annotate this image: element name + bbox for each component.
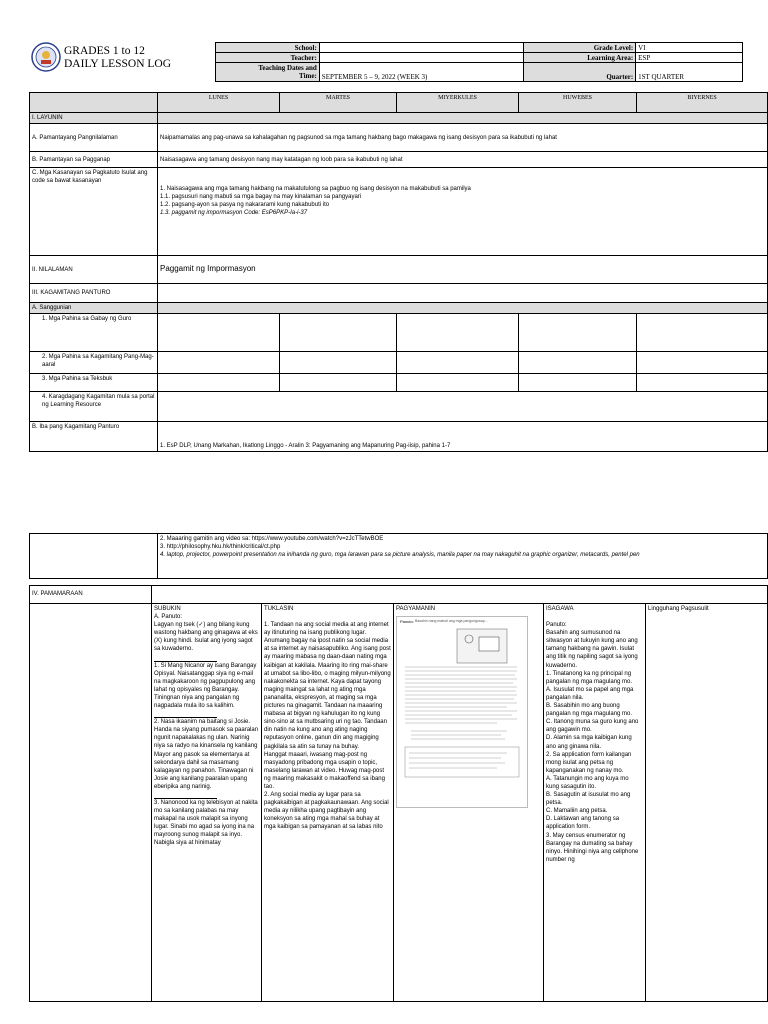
day-friday: BIYERNES bbox=[637, 93, 768, 113]
isagawa-text: A. Isusulat mo sa papel ang mga pangalan nila. bbox=[546, 686, 634, 701]
subukin-item: 1. Si Mang Nicanor ay isang Barangay Opisyal. Naisatanggap siya ng e-mail na magkakaroon ng pagpupulong ang lahat ng opisyales ng Barangay. Tiningnan niya ang pangalan ng nagpadala mula ito sa kalihim. bbox=[154, 662, 257, 710]
layunin-band bbox=[158, 113, 768, 124]
ref-other-label: B. Iba pang Kagamitang Panturo bbox=[30, 422, 158, 452]
ref-guide-thu[interactable] bbox=[519, 314, 637, 352]
school-field[interactable] bbox=[319, 43, 524, 53]
ref-guide-fri[interactable] bbox=[637, 314, 768, 352]
ref-learner-fri[interactable] bbox=[637, 352, 768, 374]
ref-cont-label bbox=[30, 534, 158, 579]
dates-value[interactable]: SEPTEMBER 5 – 9, 2022 (WEEK 3) bbox=[319, 63, 524, 82]
isagawa-text: C. Mamaliin ang petsa. bbox=[546, 808, 608, 815]
tuklasin-text: 1. Tandaan na ang social media at ang internet ay itinuturing na isang publikong lugar. bbox=[264, 622, 389, 637]
procedure-grid bbox=[29, 585, 768, 1002]
competencies-cell bbox=[158, 168, 768, 256]
isagawa-text: 2. Sa application form kailangan mong isulat ang petsa ng kapanganakan ng nanay mo. bbox=[546, 751, 632, 774]
tuklasin-text: Anumang bagay na ipost natin sa social media at sa internet ay naisasapubliko. Ang isang post ay maaring mabasa ng daan-daan nating mga kaibigan at kakilala. Maaring ito ring mai-share at umabot sa libo-libo, o maging milyun-milyong nakakonekta sa internet. Kaya dapat tayong maging maingat sa lahat ng ating mga pananalita, ekspresyon, at maging sa mga pictures na ginagamit. Tandaan na maaaring mabasa at bigyan ng kahulugan ito ng kung sino-sino at sa mutbsaring uri ng tao. Tandaan din natin na kung ano ang ating naging reputasyon online, ganun din ang magiging pagkilala sa atin sa tunay na buhay. bbox=[264, 638, 391, 750]
lesson-grid bbox=[29, 92, 768, 452]
sanggunian-label: A. Sanggunian bbox=[30, 303, 158, 314]
ref-guide-tue[interactable] bbox=[280, 314, 397, 352]
dates-label bbox=[216, 63, 320, 82]
isagawa-text: C. Itanong muna sa guro kung ano ang gagawin mo. bbox=[546, 719, 639, 734]
blank-line bbox=[154, 791, 217, 799]
sanggunian-band bbox=[158, 303, 768, 314]
worksheet-caption: Basahin nang mabuti ang mga pangungusap... bbox=[415, 619, 488, 624]
performance-standard-label: B. Pamantayan sa Pagganap bbox=[30, 152, 158, 168]
tuklasin-title: TUKLASIN bbox=[264, 606, 294, 612]
dates-label-1: Teaching Dates and bbox=[258, 64, 317, 72]
ref-textbook-tue[interactable] bbox=[280, 374, 397, 392]
pagsusulit-title: Lingguhang Pagsusulit bbox=[648, 606, 709, 612]
content-standard-label: A. Pamantayang Pangnilalaman bbox=[30, 124, 158, 152]
isagawa-text: B. Sasabihin mo ang buong pangalan ng mga magulang mo. bbox=[546, 703, 633, 718]
lesson-grid-page2 bbox=[29, 533, 768, 579]
competency-line: 1.2. pagsang-ayon sa pasya ng nakararami kung nakabubuti ito bbox=[160, 202, 330, 209]
isagawa-text: Basahin ang sumusunod na sitwasyon at tukuyin kung ano ang tamang hakbang na gawin. Isulat ang titik ng napiling sagot sa iyong kuwaderno. bbox=[546, 630, 638, 669]
worksheet-image bbox=[396, 616, 528, 808]
ref-textbook-wed[interactable] bbox=[397, 374, 519, 392]
subukin-col bbox=[152, 604, 262, 1002]
ref-portal-label: 4. Karagdagang Kagamitan mula sa portal ng Learning Resource bbox=[30, 392, 158, 422]
isagawa-col bbox=[544, 604, 646, 1002]
ref-item: 4. laptop, projector, powerpoint presentation na inihanda ng guro, mga larawan para sa picture analysis, manila paper na may nakaguhit na graphic organizer, metacards, pentel pen bbox=[160, 552, 640, 559]
day-thursday: HUWEBES bbox=[519, 93, 637, 113]
ref-textbook-label: 3. Mga Pahina sa Teksbuk bbox=[30, 374, 158, 392]
ref-textbook-mon[interactable] bbox=[158, 374, 280, 392]
ref-learner-label: 2. Mga Pahina sa Kagamitang Pang-Mag-aaral bbox=[30, 352, 158, 374]
isagawa-text: 1. Tinatanong ka ng principal ng pangalan ng mga magulang mo. bbox=[546, 670, 633, 685]
ref-learner-thu[interactable] bbox=[519, 352, 637, 374]
pamamaraan-label: IV. PAMAMARAAN bbox=[30, 586, 152, 604]
title-line-2: DAILY LESSON LOG bbox=[64, 58, 172, 70]
deped-seal bbox=[31, 42, 61, 72]
isagawa-title: ISAGAWA bbox=[546, 606, 574, 612]
isagawa-text: A. Tatanungin mo ang kuya mo kung sasagutin ito. bbox=[546, 775, 629, 790]
pagyamanin-title: PAGYAMANIN bbox=[396, 606, 436, 612]
ref-textbook-thu[interactable] bbox=[519, 374, 637, 392]
dates-label-2: Time: bbox=[299, 72, 317, 80]
ref-learner-mon[interactable] bbox=[158, 352, 280, 374]
isagawa-text: B. Sasagutin at isusulat mo ang petsa. bbox=[546, 792, 631, 807]
isagawa-text: Panuto: bbox=[546, 622, 567, 629]
teacher-label: Teacher: bbox=[216, 53, 320, 63]
nilalaman-text: Paggamit ng Impormasyon bbox=[158, 256, 768, 284]
blank-line bbox=[154, 654, 217, 662]
ref-guide-label: 1. Mga Pahina sa Gabay ng Guro bbox=[30, 314, 158, 352]
school-label: School: bbox=[216, 43, 320, 53]
ref-portal-cell[interactable] bbox=[158, 392, 768, 422]
ref-list-cell bbox=[158, 534, 768, 579]
pagsusulit-col bbox=[646, 604, 768, 1002]
subukin-item: 2. Nasa ikaanim na baitang si Josie. Handa na siyang pumasok sa paaralan ngunit napakalakas ng ulan. Narinig niya sa radyo na kinansela ng kanilang Mayor ang pasok sa elementarya at sekondarya dahil sa masamang kalagayan ng panahon. Tinawagan ni Josie ang kanilang paaralan upang eberipika ang narinig. bbox=[154, 719, 259, 790]
ref-guide-wed[interactable] bbox=[397, 314, 519, 352]
seal-icon bbox=[31, 42, 61, 72]
grade-value[interactable]: VI bbox=[636, 43, 743, 53]
title-line-1: GRADES 1 to 12 bbox=[64, 45, 145, 57]
form-title bbox=[64, 45, 171, 71]
nilalaman-label: II. NILALAMAN bbox=[30, 256, 158, 284]
quarter-label: Quarter: bbox=[524, 63, 636, 82]
pagyamanin-col bbox=[394, 604, 544, 1002]
isagawa-text: D. Alamin sa mga kaibigan kung ano ang ginawa nila. bbox=[546, 735, 632, 750]
pamamaraan-band bbox=[152, 586, 768, 604]
isagawa-text: 3. May census enumerator ng Barangay na dumating sa bahay ninyo. Hinihingi niya ang cellphone number ng bbox=[546, 832, 639, 863]
competency-line: 1.3. paggamit ng impormasyon Code: EsP6PKP-Ia-i-37 bbox=[160, 210, 308, 217]
ref-guide-mon[interactable] bbox=[158, 314, 280, 352]
quarter-value[interactable]: 1ST QUARTER bbox=[636, 63, 743, 82]
area-value[interactable]: ESP bbox=[636, 53, 743, 63]
worksheet-illustration bbox=[397, 617, 527, 807]
tuklasin-col bbox=[262, 604, 394, 1002]
header-table bbox=[215, 42, 743, 82]
procedure-label-cell bbox=[30, 604, 152, 1002]
competency-line: 1.1. pagsusuri nang mabuti sa mga bagay na may kinalaman sa pangyayari bbox=[160, 194, 362, 201]
isagawa-text: D. Laktawan ang tanong sa application form. bbox=[546, 816, 620, 831]
blank-line bbox=[154, 710, 217, 718]
ref-learner-wed[interactable] bbox=[397, 352, 519, 374]
area-label: Learning Area: bbox=[524, 53, 636, 63]
kagamitan-cell bbox=[158, 284, 768, 303]
grade-label: Grade Level: bbox=[524, 43, 636, 53]
content-standard-text: Naipamamalas ang pag-unawa sa kahalagahan ng pagsunod sa mga tamang hakbang bago makagawa ng isang desisyon para sa ikabubuti ng lahat bbox=[158, 124, 768, 152]
ref-learner-tue[interactable] bbox=[280, 352, 397, 374]
performance-standard-text: Naisasagawa ang tamang desisyon nang may katatagan ng loob para sa ikabubuti ng lahat bbox=[158, 152, 768, 168]
ref-other-text: 1. EsP DLP, Unang Markahan, Ikatlong Linggo - Aralin 3: Pagyamaning ang Mapanuring Pag-iisip, pahina 1-7 bbox=[158, 422, 768, 452]
ref-textbook-fri[interactable] bbox=[637, 374, 768, 392]
corner-cell bbox=[30, 93, 158, 113]
day-wednesday: MIYERKULES bbox=[397, 93, 519, 113]
competency-line: 1. Naisasagawa ang mga tamang hakbang na makatutulong sa pagbuo ng isang desisyon na makabubuti sa pamilya bbox=[160, 186, 471, 193]
subukin-title: SUBUKIN bbox=[154, 606, 181, 612]
tuklasin-text: 2. Ang social media ay lugar para sa pagkakaibigan at pagkakaunawaan. Ang social media ay nilikha upang pagtibayin ang koneksyon sa ating mga mahal sa buhay at mga kaibigan sa pamayanan at sa labas nito bbox=[264, 792, 389, 831]
teacher-field[interactable] bbox=[319, 53, 524, 63]
layunin-heading: I. LAYUNIN bbox=[30, 113, 158, 124]
worksheet-title: Panuto: bbox=[400, 619, 414, 625]
subukin-item: 3. Nanonood ka ng telebisyon at nakita mo sa kanilang palabas na may makapal na usok malapit sa inyong lugar. Sinabi mo agad sa iyong ina na mayroong sunog malapit sa inyo. Nabigla siya at hinimatay bbox=[154, 799, 258, 847]
subukin-text: A. Panuto: bbox=[154, 614, 183, 621]
day-tuesday: MARTES bbox=[280, 93, 397, 113]
competencies-label: C. Mga Kasanayan sa Pagkatuto Isulat ang code sa bawat kasanayan bbox=[30, 168, 158, 256]
ref-item: 2. Maaaring gamitin ang video sa: https://www.youtube.com/watch?v=zJcTTetwBOE bbox=[160, 536, 384, 542]
tuklasin-text: Hanggat maaari, iwasang mag-post ng masyadong pribadong mga usapin o topic, maselang larawan at video. Huwag mag-post ng maaring makasakit o makaoffend sa ibang tao. bbox=[264, 751, 385, 790]
day-monday: LUNES bbox=[158, 93, 280, 113]
kagamitan-label: III. KAGAMITANG PANTURO bbox=[30, 284, 158, 303]
subukin-text: Lagyan ng tsek (✓) ang bilang kung wastong hakbang ang ginagawa at eks (X) kung hindi. Isulat ang iyong sagot sa kuwaderno. bbox=[154, 622, 258, 653]
ref-item: 3. http://philosophy.hku.hk/think/critical/ct.php bbox=[160, 544, 281, 551]
